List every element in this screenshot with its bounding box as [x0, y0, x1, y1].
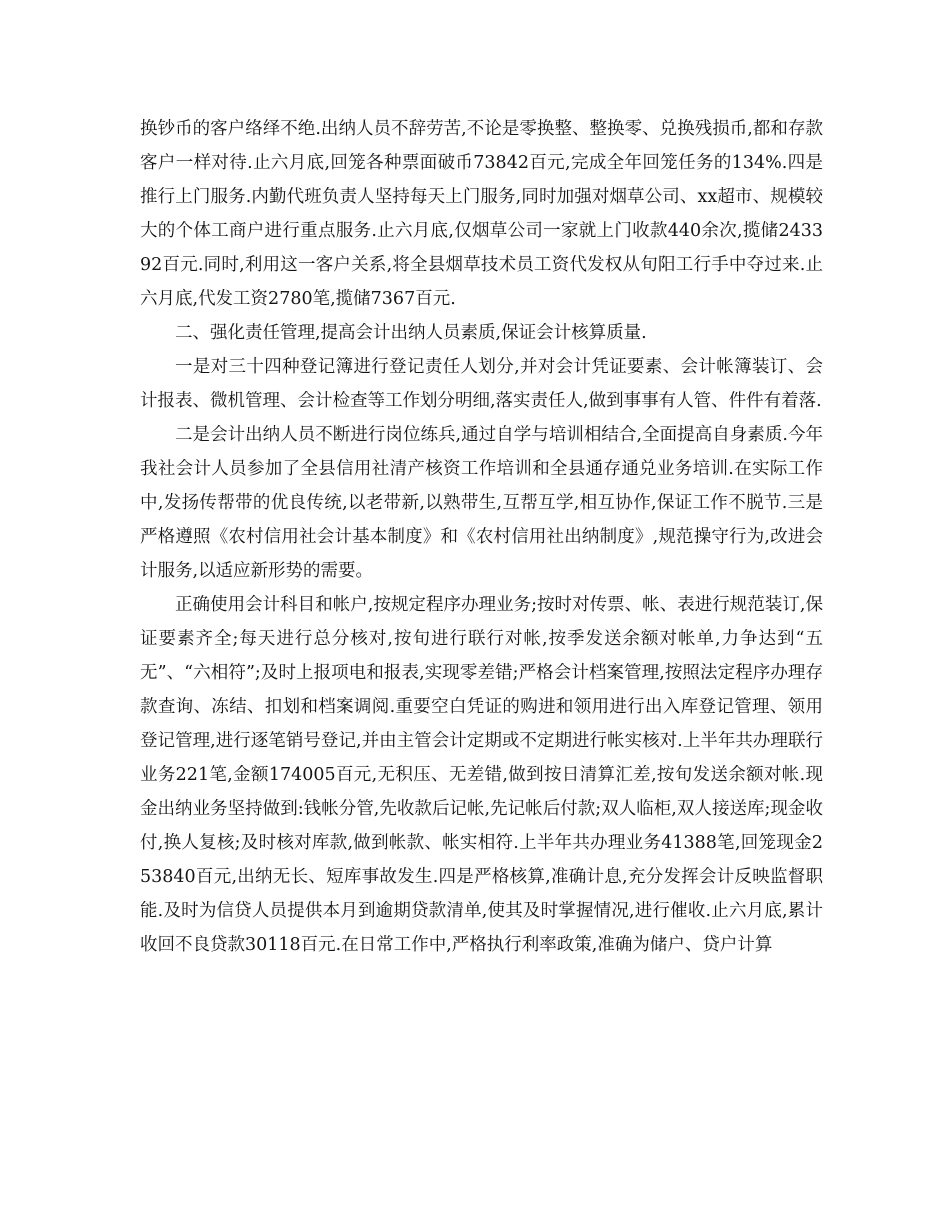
paragraph-item-2: 二是会计出纳人员不断进行岗位练兵,通过自学与培训相结合,全面提高自身素质.今年我社会计人员参加了全县信用社清产核资工作培训和全县通存通兑业务培训.在实际工作中,发扬传帮带的优良传统,以老带新,以熟带生,互帮互学,相互协作,保证工作不脱节.三是严格遵照《农村信用社会计基本制度》和《农村信用社出纳制度》,规范操守行为,改进会计服务,以适应新形势的需要。	[140, 425, 823, 581]
paragraph-continuation: 换钞币的客户络绎不绝.出纳人员不辞劳苦,不论是零换整、整换零、兑换残损币,都和存款客户一样对待.止六月底,回笼各种票面破币73842百元,完成全年回笼任务的134%.四是推行上门服务.内勤代班负责人坚持每天上门服务,同时加强对烟草公司、xx超市、规模较大的个体工商户进行重点服务.止六月底,仅烟草公司一家就上门收款440余次,揽储243392百元.同时,利用这一客户关系,将全县烟草技术员工资代发权从旬阳工行手中夺过来.止六月底,代发工资2780笔,揽储7367百元.	[140, 119, 823, 309]
document-body	[140, 112, 823, 962]
paragraph-accounting-practice: 正确使用会计科目和帐户,按规定程序办理业务;按时对传票、帐、表进行规范装订,保证要素齐全;每天进行总分核对,按旬进行联行对帐,按季发送余额对帐单,力争达到“五无”、“六相符”;及时上报项电和报表,实现零差错;严格会计档案管理,按照法定程序办理存款查询、冻结、扣划和档案调阅.重要空白凭证的购进和领用进行出入库登记管理、领用登记管理,进行逐笔销号登记,并由主管会计定期或不定期进行帐实核对.上半年共办理联行业务221笔,金额174005百元,无积压、无差错,做到按日清算汇差,按旬发送余额对帐.现金出纳业务坚持做到:钱帐分管,先收款后记帐,先记帐后付款;双人临柜,双人接送库;现金收付,换人复核;及时核对库款,做到帐款、帐实相符.上半年共办理业务41388笔,回笼现金253840百元,出纳无长、短库事故发生.四是严格核算,准确计息,充分发挥会计反映监督职能.及时为信贷人员提供本月到逾期贷款清单,使其及时掌握情况,进行催收.止六月底,累计收回不良贷款30118百元.在日常工作中,严格执行利率政策,准确为储户、贷户计算	[140, 595, 823, 955]
paragraph-item-1: 一是对三十四种登记簿进行登记责任人划分,并对会计凭证要素、会计帐簿装订、会计报表、微机管理、会计检查等工作划分明细,落实责任人,做到事事有人管、件件有着落.	[140, 357, 823, 411]
section-heading: 二、强化责任管理,提高会计出纳人员素质,保证会计核算质量.	[175, 323, 647, 343]
